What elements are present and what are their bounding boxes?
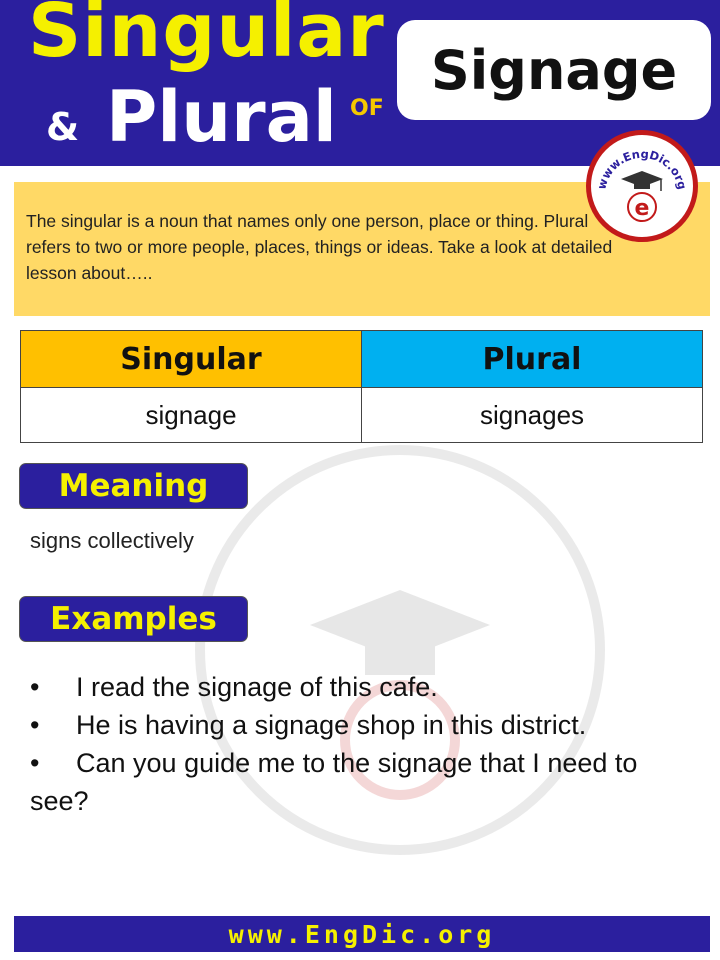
title-singular: Singular bbox=[28, 0, 385, 74]
example-text: Can you guide me to the signage that I need to see? bbox=[30, 748, 638, 816]
word-title: Signage bbox=[430, 38, 678, 102]
example-text: He is having a signage shop in this district. bbox=[76, 710, 587, 740]
title-of: OF bbox=[350, 96, 384, 121]
engdic-logo bbox=[586, 130, 698, 242]
examples-badge bbox=[19, 596, 248, 642]
singular-cell: signage bbox=[21, 388, 362, 443]
singular-plural-table bbox=[20, 330, 703, 443]
list-item bbox=[30, 744, 700, 820]
logo-graphic bbox=[591, 135, 693, 237]
example-text: I read the signage of this cafe. bbox=[76, 672, 438, 702]
footer-url: www.EngDic.org bbox=[228, 919, 496, 949]
plural-cell: signages bbox=[362, 388, 703, 443]
examples-list bbox=[30, 668, 700, 820]
plural-header: Plural bbox=[362, 331, 703, 388]
bullet: • bbox=[30, 710, 40, 740]
logo-letter: e bbox=[634, 196, 650, 221]
title-ampersand: & bbox=[46, 105, 80, 149]
intro-text: The singular is a noun that names only one person, place or thing. Plural refers to two or more people, places, things or ideas. Take a look at detailed lesson about….. bbox=[26, 211, 613, 283]
word-box bbox=[397, 20, 711, 120]
logo-ring-text: www.EngDic.org bbox=[594, 146, 690, 191]
bullet: • bbox=[30, 748, 40, 778]
footer-bar bbox=[14, 916, 710, 952]
table-header-row bbox=[21, 331, 703, 388]
table-row bbox=[21, 388, 703, 443]
title-plural: Plural bbox=[106, 76, 337, 158]
singular-header: Singular bbox=[21, 331, 362, 388]
list-item bbox=[30, 668, 700, 706]
meaning-badge bbox=[19, 463, 248, 509]
examples-label: Examples bbox=[50, 601, 217, 637]
list-item bbox=[30, 706, 700, 744]
meaning-label: Meaning bbox=[58, 468, 209, 504]
bullet: • bbox=[30, 672, 40, 702]
meaning-text: signs collectively bbox=[30, 528, 194, 553]
